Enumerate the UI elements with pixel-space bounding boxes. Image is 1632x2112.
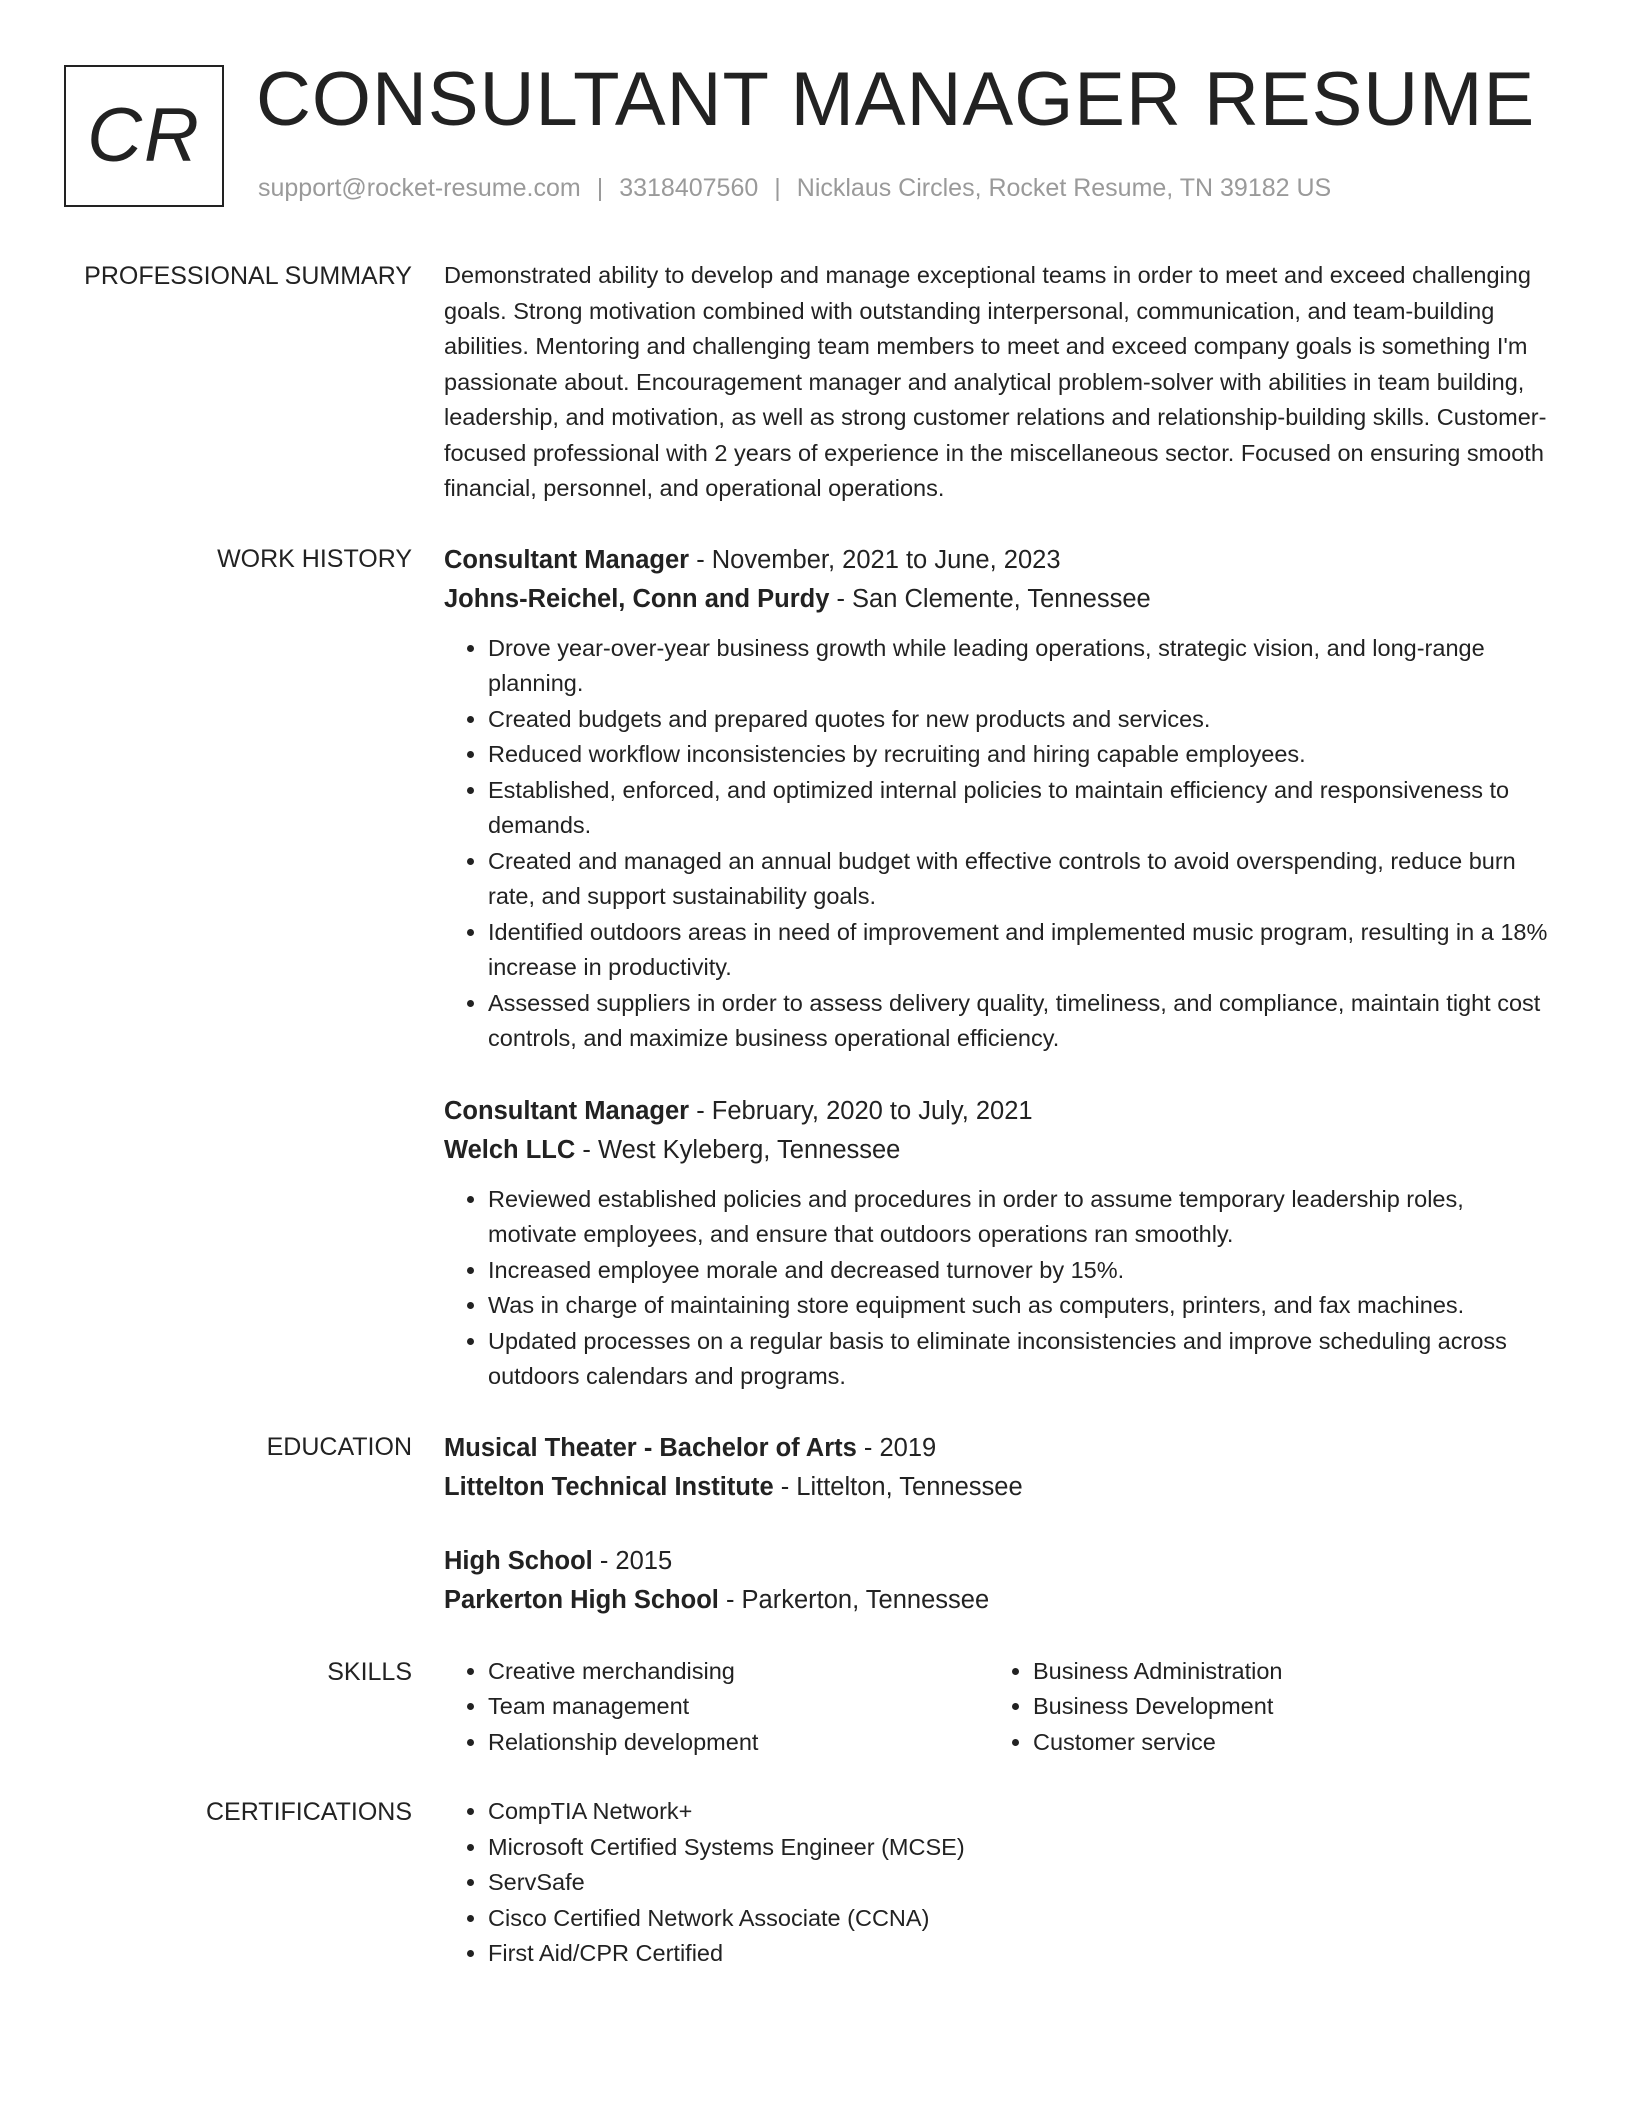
work-history-heading: WORK HISTORY — [217, 544, 412, 573]
summary-heading: PROFESSIONAL SUMMARY — [84, 262, 412, 290]
certification-item: • ServSafe — [488, 1865, 1556, 1901]
resume-title: CONSULTANT MANAGER RESUME — [256, 57, 1536, 142]
education-body — [444, 1429, 1556, 1620]
certification-list — [444, 1794, 1556, 1972]
job-bullets — [444, 631, 1556, 1057]
resume-sections — [0, 258, 1632, 1972]
job-title-line — [444, 1092, 1556, 1131]
degree-year: - 2019 — [856, 1433, 937, 1462]
job-bullet: • Reviewed established policies and procedures in order to assume temporary leadership roles, motivate employees, and ensure that outdoors operations ran smoothly. — [488, 1182, 1556, 1253]
job-company-line — [444, 1131, 1556, 1170]
skill-item: • Relationship development — [488, 1725, 988, 1761]
job-bullets — [444, 1182, 1556, 1395]
monogram-box — [64, 65, 224, 207]
degree-name: Musical Theater - Bachelor of Arts — [444, 1433, 857, 1462]
degree-line — [444, 1429, 1556, 1468]
skills-column-right — [989, 1654, 1533, 1761]
contact-separator: | — [774, 174, 781, 202]
job-bullet: • Created budgets and prepared quotes for new products and services. — [488, 702, 1556, 738]
skills-section — [0, 1654, 1632, 1761]
degree-name: High School — [444, 1546, 593, 1575]
job-location: - San Clemente, Tennessee — [829, 584, 1151, 613]
education-heading: EDUCATION — [266, 1432, 412, 1461]
job-bullet: • Identified outdoors areas in need of improvement and implemented music program, resulting in a 18% increase in productivity. — [488, 915, 1556, 986]
job-bullet: • Assessed suppliers in order to assess delivery quality, timeliness, and compliance, maintain tight cost controls, and maximize business operational efficiency. — [488, 986, 1556, 1057]
skills-column-left — [444, 1654, 988, 1761]
monogram-initials: CR — [87, 93, 201, 178]
skills-grid — [444, 1654, 1556, 1761]
skill-item: • Customer service — [1033, 1725, 1533, 1761]
degree-year: - 2015 — [592, 1546, 673, 1575]
job-bullet: • Reduced workflow inconsistencies by recruiting and hiring capable employees. — [488, 737, 1556, 773]
job-location: - West Kyleberg, Tennessee — [575, 1135, 901, 1164]
contact-separator: | — [596, 174, 604, 202]
skills-heading: SKILLS — [327, 1657, 412, 1686]
certification-item: • Microsoft Certified Systems Engineer (MCSE) — [488, 1830, 1556, 1866]
school-location: - Littelton, Tennessee — [773, 1472, 1023, 1501]
job-title: Consultant Manager — [444, 545, 690, 574]
certification-item: • First Aid/CPR Certified — [488, 1936, 1556, 1972]
job-company-line — [444, 580, 1556, 619]
skill-item: • Team management — [488, 1689, 988, 1725]
contact-address: Nicklaus Circles, Rocket Resume, TN 39182 US — [796, 174, 1332, 202]
skill-item: • Creative merchandising — [488, 1654, 988, 1690]
school-line — [444, 1468, 1556, 1507]
job-company: Johns-Reichel, Conn and Purdy — [444, 584, 830, 613]
job-bullet: • Drove year-over-year business growth while leading operations, strategic vision, and long-range planning. — [488, 631, 1556, 702]
job-bullet: • Created and managed an annual budget with effective controls to avoid overspending, reduce burn rate, and support sustainability goals. — [488, 844, 1556, 915]
skill-item: • Business Administration — [1033, 1654, 1533, 1690]
job-bullet: • Established, enforced, and optimized internal policies to maintain efficiency and responsiveness to demands. — [488, 773, 1556, 844]
contact-email[interactable]: support@rocket-resume.com — [258, 174, 581, 202]
education-entry — [444, 1542, 1556, 1620]
job-entry — [444, 1092, 1556, 1395]
education-section — [0, 1429, 1632, 1620]
school-name: Parkerton High School — [444, 1585, 719, 1614]
job-entry — [444, 541, 1556, 1057]
degree-line — [444, 1542, 1556, 1581]
contact-phone[interactable]: 3318407560 — [619, 174, 759, 202]
job-bullet: • Increased employee morale and decreased turnover by 15%. — [488, 1253, 1556, 1289]
certifications-body — [444, 1794, 1556, 1972]
job-company: Welch LLC — [444, 1135, 576, 1164]
school-location: - Parkerton, Tennessee — [718, 1585, 990, 1614]
school-name: Littelton Technical Institute — [444, 1472, 774, 1501]
job-bullet: • Updated processes on a regular basis to eliminate inconsistencies and improve scheduling across outdoors calendars and programs. — [488, 1324, 1556, 1395]
skill-item: • Business Development — [1033, 1689, 1533, 1725]
job-title-line — [444, 541, 1556, 580]
work-history-body — [444, 541, 1556, 1395]
contact-line — [258, 176, 1331, 201]
school-line — [444, 1581, 1556, 1620]
work-history-section — [0, 541, 1632, 1395]
education-entry — [444, 1429, 1556, 1507]
certifications-section — [0, 1794, 1632, 1972]
summary-body — [444, 258, 1556, 507]
certification-item: • Cisco Certified Network Associate (CCNA) — [488, 1901, 1556, 1937]
skills-body — [444, 1654, 1556, 1761]
job-dates: - February, 2020 to July, 2021 — [689, 1096, 1033, 1125]
job-title: Consultant Manager — [444, 1096, 690, 1125]
job-bullet: • Was in charge of maintaining store equipment such as computers, printers, and fax machines. — [488, 1288, 1556, 1324]
certifications-heading: CERTIFICATIONS — [205, 1798, 412, 1826]
certification-item: • CompTIA Network+ — [488, 1794, 1556, 1830]
summary-section — [0, 258, 1632, 507]
summary-text: Demonstrated ability to develop and manage exceptional teams in order to meet and exceed challenging goals. Strong motivation combined with outstanding interpersonal, communication, and team-building abilities. Mentoring and challenging team members to meet and exceed company goals is something I'm passionate about. Encouragement manager and analytical problem-solver with abilities in team building, leadership, and motivation, as well as strong customer relations and relationship-building skills. Customer-focused professional with 2 years of experience in the miscellaneous sector. Focused on ensuring smooth financial, personnel, and operational operations. — [444, 262, 1547, 501]
job-dates: - November, 2021 to June, 2023 — [689, 545, 1061, 574]
